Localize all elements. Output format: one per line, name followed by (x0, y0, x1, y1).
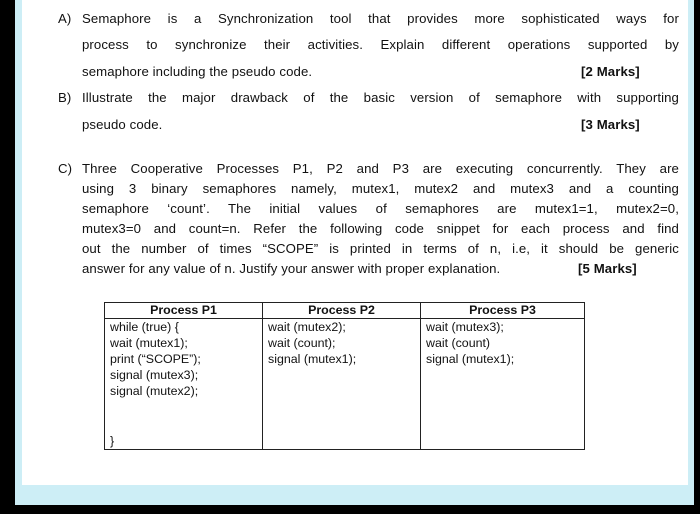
process-p1-code (105, 319, 263, 450)
question-a-line-3: semaphore including the pseudo code. (82, 64, 313, 79)
question-a-label: A) (58, 11, 72, 26)
question-a-line-2: process to synchronize their activities. Explain different operations supported by (82, 37, 679, 52)
code-line: signal (mutex2); (110, 384, 199, 398)
process-code-table (104, 302, 585, 450)
code-line: wait (count); (268, 336, 336, 350)
question-c-line-1: Three Cooperative Processes P1, P2 and P3 are executing concurrently. They are (82, 161, 679, 176)
question-c-label: C) (58, 161, 73, 176)
question-c-line-4: mutex3=0 and count=n. Refer the following code snippet for each process and find (82, 221, 679, 236)
question-a-marks: [2 Marks] (581, 64, 640, 79)
code-closing-brace: } (110, 434, 115, 448)
left-border (12, 0, 15, 505)
code-line: signal (mutex1); (268, 352, 357, 366)
header-process-p2: Process P2 (263, 303, 421, 319)
code-line: wait (mutex3); (426, 320, 504, 334)
process-p3-code (421, 319, 585, 450)
question-c-marks: [5 Marks] (578, 261, 637, 276)
question-c-line-6: answer for any value of n. Justify your answer with proper explanation. (82, 261, 501, 276)
code-line: signal (mutex3); (110, 368, 199, 382)
code-line: print (“SCOPE”); (110, 352, 201, 366)
question-c-line-2: using 3 binary semaphores namely, mutex1, mutex2 and mutex3 and a counting (82, 181, 679, 196)
question-b-marks: [3 Marks] (581, 117, 640, 132)
code-line: wait (mutex2); (268, 320, 346, 334)
question-b-line-1: Illustrate the major drawback of the basic version of semaphore with supporting (82, 90, 679, 105)
code-line: signal (mutex1); (426, 352, 515, 366)
header-process-p3: Process P3 (421, 303, 585, 319)
question-sheet (22, 0, 688, 485)
question-c-line-3: semaphore ‘count’. The initial values of semaphores are mutex1=1, mutex2=0, (82, 201, 679, 216)
header-process-p1: Process P1 (105, 303, 263, 319)
code-line: while (true) { (110, 320, 179, 334)
table-header-row (105, 303, 585, 319)
process-p2-code (263, 319, 421, 450)
code-line: wait (count) (426, 336, 491, 350)
table-code-row (105, 319, 585, 450)
question-c-line-5: out the number of times “SCOPE” is printed in terms of n, i.e, it should be generic (82, 241, 679, 256)
code-line: wait (mutex1); (110, 336, 188, 350)
question-b-line-2: pseudo code. (82, 117, 163, 132)
question-a-line-1: Semaphore is a Synchronization tool that provides more sophisticated ways for (82, 11, 679, 26)
question-b-label: B) (58, 90, 72, 105)
